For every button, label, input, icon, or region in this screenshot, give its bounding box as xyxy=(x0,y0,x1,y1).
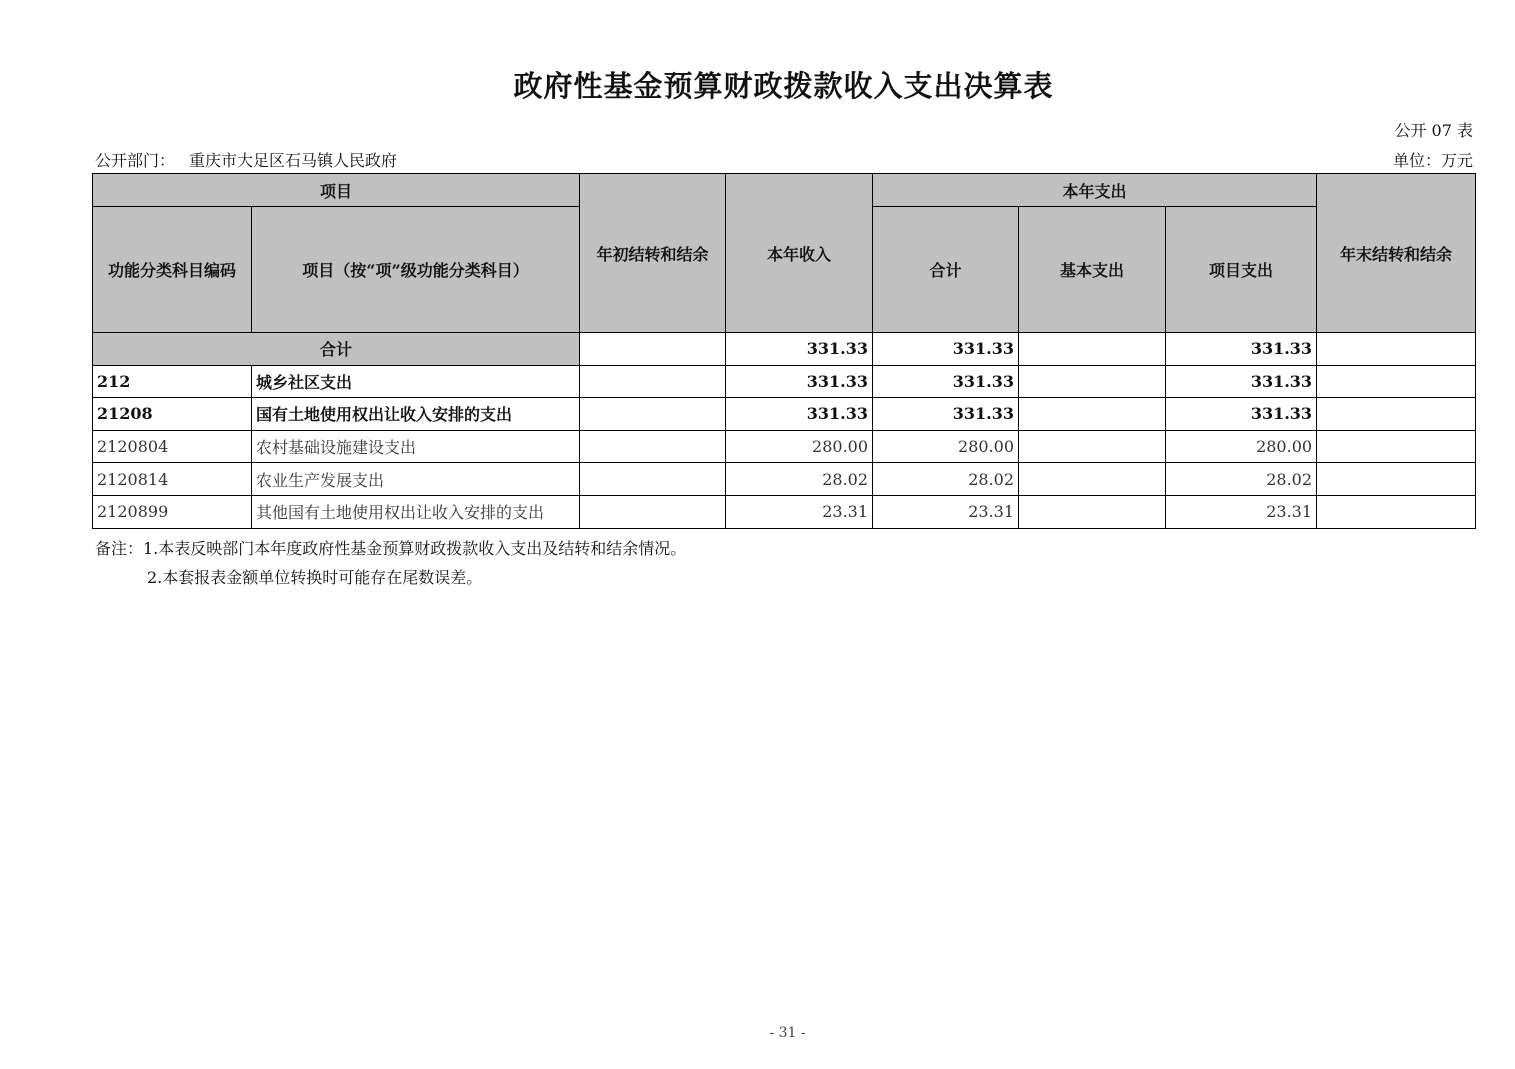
row-code: 2120804 xyxy=(93,430,252,463)
department-name: 重庆市大足区石马镇人民政府 xyxy=(189,151,398,170)
header-expense-total: 合计 xyxy=(873,207,1019,333)
table-row xyxy=(93,365,1476,398)
header-expense-group: 本年支出 xyxy=(873,174,1317,207)
header-code: 功能分类科目编码 xyxy=(93,207,252,333)
row-closing xyxy=(1317,430,1476,463)
total-expense-basic xyxy=(1019,333,1166,366)
table-row xyxy=(93,398,1476,431)
table-row xyxy=(93,495,1476,528)
header-expense-basic: 基本支出 xyxy=(1019,207,1166,333)
total-expense-total: 331.33 xyxy=(873,333,1019,366)
page-title: 政府性基金预算财政拨款收入支出决算表 xyxy=(513,69,1054,103)
header-closing-balance: 年末结转和结余 xyxy=(1317,174,1476,333)
row-name: 其他国有土地使用权出让收入安排的支出 xyxy=(252,495,580,528)
row-name: 农业生产发展支出 xyxy=(252,463,580,496)
total-label: 合计 xyxy=(93,333,580,366)
page-number: - 31 - xyxy=(769,1025,806,1041)
header-project: 项目 xyxy=(93,174,580,207)
row-income: 28.02 xyxy=(726,463,873,496)
row-expense-basic xyxy=(1019,430,1166,463)
table-row xyxy=(93,430,1476,463)
table-row xyxy=(93,463,1476,496)
department-line xyxy=(95,148,397,171)
header-expense-project: 项目支出 xyxy=(1166,207,1317,333)
row-closing xyxy=(1317,398,1476,431)
row-expense-total: 280.00 xyxy=(873,430,1019,463)
notes xyxy=(95,534,686,592)
row-code: 2120899 xyxy=(93,495,252,528)
row-opening xyxy=(580,430,726,463)
row-closing xyxy=(1317,365,1476,398)
unit-label: 单位：万元 xyxy=(1392,151,1473,170)
header-item: 项目（按“项”级功能分类科目） xyxy=(252,207,580,333)
row-opening xyxy=(580,398,726,431)
total-closing xyxy=(1317,333,1476,366)
total-expense-project: 331.33 xyxy=(1166,333,1317,366)
total-income: 331.33 xyxy=(726,333,873,366)
note-1: 备注：1.本表反映部门本年度政府性基金预算财政拨款收入支出及结转和结余情况。 xyxy=(95,539,687,558)
row-income: 331.33 xyxy=(726,365,873,398)
row-name: 国有土地使用权出让收入安排的支出 xyxy=(252,398,580,431)
row-expense-project: 331.33 xyxy=(1166,365,1317,398)
row-expense-total: 331.33 xyxy=(873,398,1019,431)
row-expense-project: 28.02 xyxy=(1166,463,1317,496)
row-expense-basic xyxy=(1019,495,1166,528)
note-2: 2.本套报表金额单位转换时可能存在尾数误差。 xyxy=(147,568,483,587)
row-opening xyxy=(580,463,726,496)
row-expense-basic xyxy=(1019,365,1166,398)
row-opening xyxy=(580,495,726,528)
row-code: 21208 xyxy=(93,398,252,431)
row-expense-project: 23.31 xyxy=(1166,495,1317,528)
budget-table xyxy=(92,173,1476,529)
row-income: 23.31 xyxy=(726,495,873,528)
row-expense-basic xyxy=(1019,398,1166,431)
row-closing xyxy=(1317,495,1476,528)
row-closing xyxy=(1317,463,1476,496)
row-name: 城乡社区支出 xyxy=(252,365,580,398)
row-income: 280.00 xyxy=(726,430,873,463)
total-row xyxy=(93,333,1476,366)
row-code: 212 xyxy=(93,365,252,398)
department-label: 公开部门： xyxy=(95,151,176,170)
row-name: 农村基础设施建设支出 xyxy=(252,430,580,463)
row-income: 331.33 xyxy=(726,398,873,431)
total-opening xyxy=(580,333,726,366)
table-number: 公开 07 表 xyxy=(1394,121,1473,140)
header-income: 本年收入 xyxy=(726,174,873,333)
row-expense-total: 331.33 xyxy=(873,365,1019,398)
row-expense-project: 331.33 xyxy=(1166,398,1317,431)
row-expense-total: 28.02 xyxy=(873,463,1019,496)
row-code: 2120814 xyxy=(93,463,252,496)
row-expense-basic xyxy=(1019,463,1166,496)
row-opening xyxy=(580,365,726,398)
header-opening-balance: 年初结转和结余 xyxy=(580,174,726,333)
row-expense-total: 23.31 xyxy=(873,495,1019,528)
row-expense-project: 280.00 xyxy=(1166,430,1317,463)
